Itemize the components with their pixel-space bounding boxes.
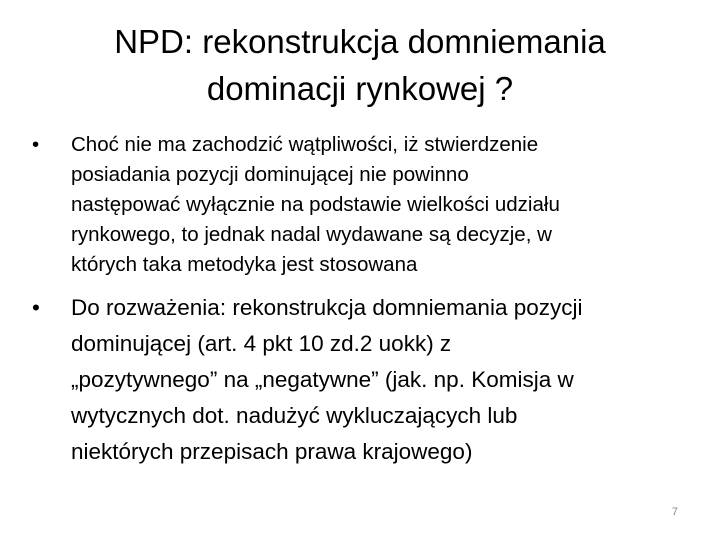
bullet-icon: • xyxy=(32,133,40,156)
bullet-text-line: których taka metodyka jest stosowana xyxy=(71,253,418,276)
bullet-text-line: posiadania pozycji dominującej nie powinno xyxy=(71,163,469,186)
bullet-list xyxy=(30,130,690,470)
slide-title-line: dominacji rynkowej ? xyxy=(206,70,514,107)
bullet-item xyxy=(30,290,690,470)
slide-title xyxy=(36,18,684,112)
bullet-text-line: dominującej (art. 4 pkt 10 zd.2 uokk) z xyxy=(71,331,452,356)
slide-title-line: NPD: rekonstrukcja domniemania xyxy=(114,23,606,60)
bullet-text-line: rynkowego, to jednak nadal wydawane są decyzje, w xyxy=(71,223,552,246)
bullet-text-line: następować wyłącznie na podstawie wielkości udziału xyxy=(71,193,560,216)
bullet-text-line: „pozytywnego” na „negatywne” (jak. np. Komisja w xyxy=(71,367,574,392)
bullet-text-line: Do rozważenia: rekonstrukcja domniemania pozycji xyxy=(71,295,583,320)
bullet-icon: • xyxy=(32,295,40,320)
page-number: 7 xyxy=(671,506,678,518)
bullet-text-line: Choć nie ma zachodzić wątpliwości, iż stwierdzenie xyxy=(71,133,539,156)
bullet-item xyxy=(30,130,690,280)
bullet-text-line: niektórych przepisach prawa krajowego) xyxy=(71,439,473,464)
bullet-text-line: wytycznych dot. nadużyć wykluczających lub xyxy=(71,403,518,428)
